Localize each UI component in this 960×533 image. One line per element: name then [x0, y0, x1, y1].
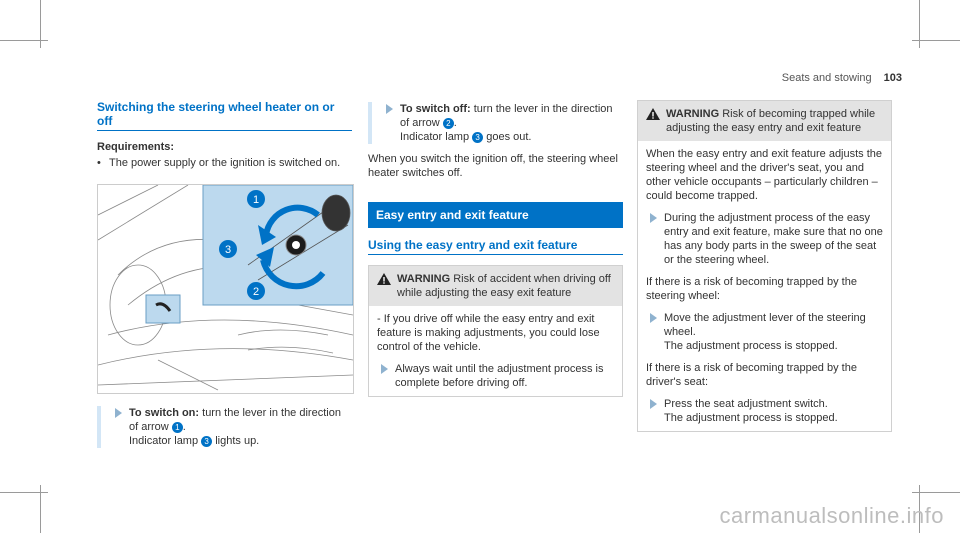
- warning-text: - If you drive off while the easy entry and exit feature is making adjustments, you could lose control of the vehicle.: [377, 313, 600, 353]
- figure-label-3: 3: [224, 244, 232, 256]
- step-label: To switch on:: [129, 407, 200, 419]
- figure-label-1: 1: [252, 194, 260, 206]
- step-text: Indicator lamp: [129, 435, 202, 447]
- subsection-title: Using the easy entry and exit feature: [368, 238, 623, 255]
- warning-header: [369, 266, 622, 306]
- step-arrow-icon: [386, 104, 393, 114]
- steering-wheel-figure: [97, 184, 354, 394]
- step-text: lights up.: [212, 435, 260, 447]
- watermark: carmanualsonline.info: [719, 503, 944, 528]
- bullet-icon: •: [97, 157, 101, 169]
- warning-heading: Risk of becoming trapped while adjusting the easy entry and exit feature: [666, 108, 876, 134]
- warning-heading: Risk of accident when driving off while adjusting the easy exit feature: [397, 273, 611, 299]
- step-switch-on: [97, 406, 352, 448]
- chapter-band: Easy entry and exit feature: [368, 202, 623, 228]
- warning-step: [646, 397, 883, 425]
- step-text: .: [182, 421, 186, 433]
- warning-step: [377, 362, 614, 390]
- warning-step: [646, 211, 883, 267]
- warning-text: If there is a risk of becoming trapped by the driver's seat:: [646, 362, 857, 388]
- running-header: [782, 72, 902, 84]
- paragraph: When you switch the ignition off, the steering wheel heater switches off.: [368, 153, 618, 179]
- step-text: of arrow: [129, 421, 172, 433]
- step-text: of arrow: [400, 117, 443, 129]
- callout-3: 3: [201, 436, 212, 447]
- step-arrow-icon: [115, 408, 122, 418]
- warning-text: When the easy entry and exit feature adjusts the steering wheel and the driver's seat, you and other vehicle occupants – particularly children – could become trapped.: [646, 148, 883, 202]
- warning-step-result: The adjustment process is stopped.: [664, 412, 838, 424]
- step-arrow-icon: [650, 399, 657, 409]
- step-arrow-icon: [381, 364, 388, 374]
- step-text: .: [453, 117, 457, 129]
- crop-mark: [0, 40, 48, 41]
- step-text: goes out.: [483, 131, 532, 143]
- step-text: turn the lever in the direction: [199, 407, 341, 419]
- callout-3: 3: [472, 132, 483, 143]
- warning-step-text: Always wait until the adjustment process is complete before driving off.: [395, 363, 604, 389]
- callout-1: 1: [172, 422, 183, 433]
- warning-step-result: The adjustment process is stopped.: [664, 340, 838, 352]
- warning-step-text: Press the seat adjustment switch.: [664, 398, 828, 410]
- warning-body: [369, 306, 622, 396]
- crop-mark: [0, 492, 48, 493]
- warning-step: [646, 311, 883, 353]
- warning-box: [637, 100, 892, 432]
- step-text: Indicator lamp: [400, 131, 473, 143]
- warning-label: WARNING: [666, 108, 720, 120]
- warning-text: If there is a risk of becoming trapped by the steering wheel:: [646, 276, 857, 302]
- page-number: 103: [883, 72, 902, 84]
- warning-label: WARNING: [397, 273, 451, 285]
- callout-2: 2: [443, 118, 454, 129]
- header-section: Seats and stowing: [781, 72, 872, 84]
- column-3: [637, 100, 892, 432]
- warning-body: [638, 141, 891, 431]
- step-arrow-icon: [650, 313, 657, 323]
- step-arrow-icon: [650, 213, 657, 223]
- step-switch-off: [368, 102, 623, 144]
- warning-icon: [646, 108, 660, 120]
- steering-wheel-illustration: [98, 185, 353, 393]
- requirements-label: Requirements:: [97, 141, 175, 153]
- step-text: turn the lever in the direction: [470, 103, 613, 115]
- warning-icon: [377, 273, 391, 285]
- crop-mark: [912, 492, 960, 493]
- step-label: To switch off:: [400, 103, 471, 115]
- warning-step-text: During the adjustment process of the easy entry and exit feature, make sure that no one has any body parts in the sweep of the seat or the steering wheel.: [664, 212, 883, 266]
- figure-label-2: 2: [252, 286, 260, 298]
- column-1: [97, 100, 352, 448]
- warning-header: [638, 101, 891, 141]
- section-title: Switching the steering wheel heater on or off: [97, 100, 352, 131]
- requirement-text: The power supply or the ignition is switched on.: [109, 157, 341, 169]
- crop-mark: [912, 40, 960, 41]
- warning-box: [368, 265, 623, 397]
- warning-step-text: Move the adjustment lever of the steering wheel.: [664, 312, 866, 338]
- column-2: [368, 100, 623, 397]
- requirement-item: [97, 156, 352, 170]
